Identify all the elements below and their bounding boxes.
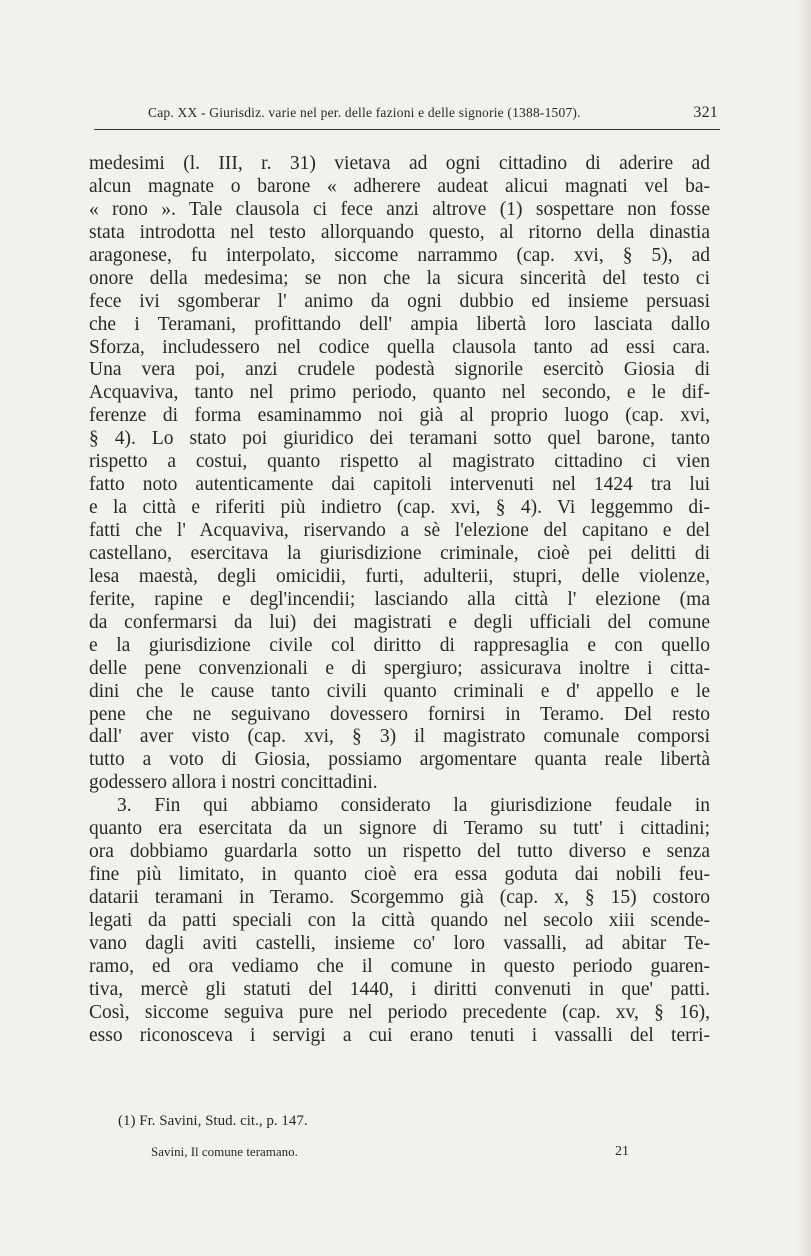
text-line: fine più limitato, in quanto cioè era essa goduta dai nobili feu- (89, 864, 710, 886)
page-footer (151, 1144, 629, 1160)
header-rule (94, 129, 720, 130)
page-number: 321 (693, 104, 718, 121)
text-line: ferenze di forma esaminammo noi già al proprio luogo (cap. xvi, (89, 405, 710, 427)
text-line: alcun magnate o barone « adherere audeat alicui magnati vel ba- (89, 175, 710, 197)
text-line: pene che ne seguivano dovessero fornirsi in Teramo. Del resto (89, 703, 710, 725)
text-line: fatti che l' Acquaviva, riservando a sè l'elezione del capitano e del (89, 520, 710, 541)
text-line: legati da patti speciali con la città quando nel secolo xiii scende- (89, 909, 710, 931)
text-line: medesimi (l. III, r. 31) vietava ad ogni cittadino di aderire ad (89, 153, 710, 174)
text-line: § 4). Lo stato poi giuridico dei teramani sotto quel barone, tanto (89, 428, 710, 450)
text-line: dall' aver visto (cap. xvi, § 3) il magistrato comunale comporsi (89, 726, 710, 748)
text-line: godessero allora i nostri concittadini. (89, 772, 378, 794)
text-line: quanto era esercitata da un signore di Teramo su tutt' i cittadini; (89, 818, 710, 840)
text-line: Acquaviva, tanto nel primo periodo, quanto nel secondo, e le dif- (89, 382, 710, 404)
text-line: 3. Fin qui abbiamo considerato la giurisdizione feudale in (117, 795, 710, 817)
signature-mark: Savini, Il comune teramano. (151, 1144, 298, 1159)
text-line: ora dobbiamo guardarla sotto un rispetto del tutto diverso e senza (89, 841, 710, 863)
text-line: fece ivi sgomberar l' animo da ogni dubbio ed insieme persuasi (89, 290, 710, 312)
text-line: Sforza, includessero nel codice quella clausola tanto ad essi cara. (89, 336, 710, 358)
sheet-number: 21 (615, 1144, 629, 1159)
footnote: (1) Fr. Savini, Stud. cit., p. 147. (118, 1113, 308, 1129)
text-line: Così, siccome seguiva pure nel periodo precedente (cap. xv, § 16), (89, 1001, 710, 1023)
text-line: stata introdotta nel testo allorquando questo, al ritorno della dinastia (89, 221, 710, 243)
text-line: aragonese, fu interpolato, siccome narrammo (cap. xvi, § 5), ad (89, 244, 710, 266)
text-line: ramo, ed ora vediamo che il comune in questo periodo guaren- (89, 955, 710, 977)
text-line: delle pene convenzionali e di spergiuro; assicurava inoltre i citta- (89, 657, 710, 679)
text-line: che i Teramani, profittando dell' ampia libertà loro lasciata dallo (89, 313, 710, 335)
text-line: tutto a voto di Giosia, possiamo argomentare quanta reale libertà (89, 749, 710, 771)
text-line: e la città e riferiti più indietro (cap. xvi, § 4). Vi leggemmo di- (89, 497, 710, 519)
text-line: onore della medesima; se non che la sicura sincerità del testo ci (89, 267, 710, 289)
running-title: Cap. XX - Giurisdiz. varie nel per. delle fazioni e delle signorie (1388-1507). (148, 105, 581, 120)
text-line: ferite, rapine e degl'incendii; lasciando alla città l' elezione (ma (89, 588, 710, 610)
text-line: esso riconosceva i servigi a cui erano tenuti i vassalli del terri- (89, 1024, 710, 1046)
text-line: lesa maestà, degli omicidii, furti, adulterii, stupri, delle violenze, (89, 565, 710, 587)
text-line: fatto noto autenticamente dai capitoli intervenuti nel 1424 tra lui (89, 474, 710, 496)
text-line: e la giurisdizione civile col diritto di rappresaglia e con quello (89, 634, 710, 656)
text-line: Una vera poi, anzi crudele podestà signorile esercitò Giosia di (89, 359, 710, 381)
page-edge (797, 0, 811, 1256)
text-line: castellano, esercitava la giurisdizione criminale, cioè pei delitti di (89, 542, 710, 564)
text-line: « rono ». Tale clausola ci fece anzi altrove (1) sospettare non fosse (89, 198, 710, 220)
text-line: da confermarsi da lui) dei magistrati e degli ufficiali del comune (89, 611, 710, 633)
text-line: rispetto a costui, quanto rispetto al magistrato cittadino ci vien (89, 451, 710, 473)
body-text (89, 153, 710, 1048)
text-line: tiva, mercè gli statuti del 1440, i diritti convenuti in que' patti. (89, 978, 710, 1000)
text-line: vano dagli aviti castelli, insieme co' loro vassalli, ad abitar Te- (89, 932, 710, 954)
text-line: dini che le cause tanto civili quanto criminali e d' appello e le (89, 680, 710, 702)
text-line: datarii teramani in Teramo. Scorgemmo già (cap. x, § 15) costoro (89, 887, 710, 908)
running-header (148, 104, 718, 122)
